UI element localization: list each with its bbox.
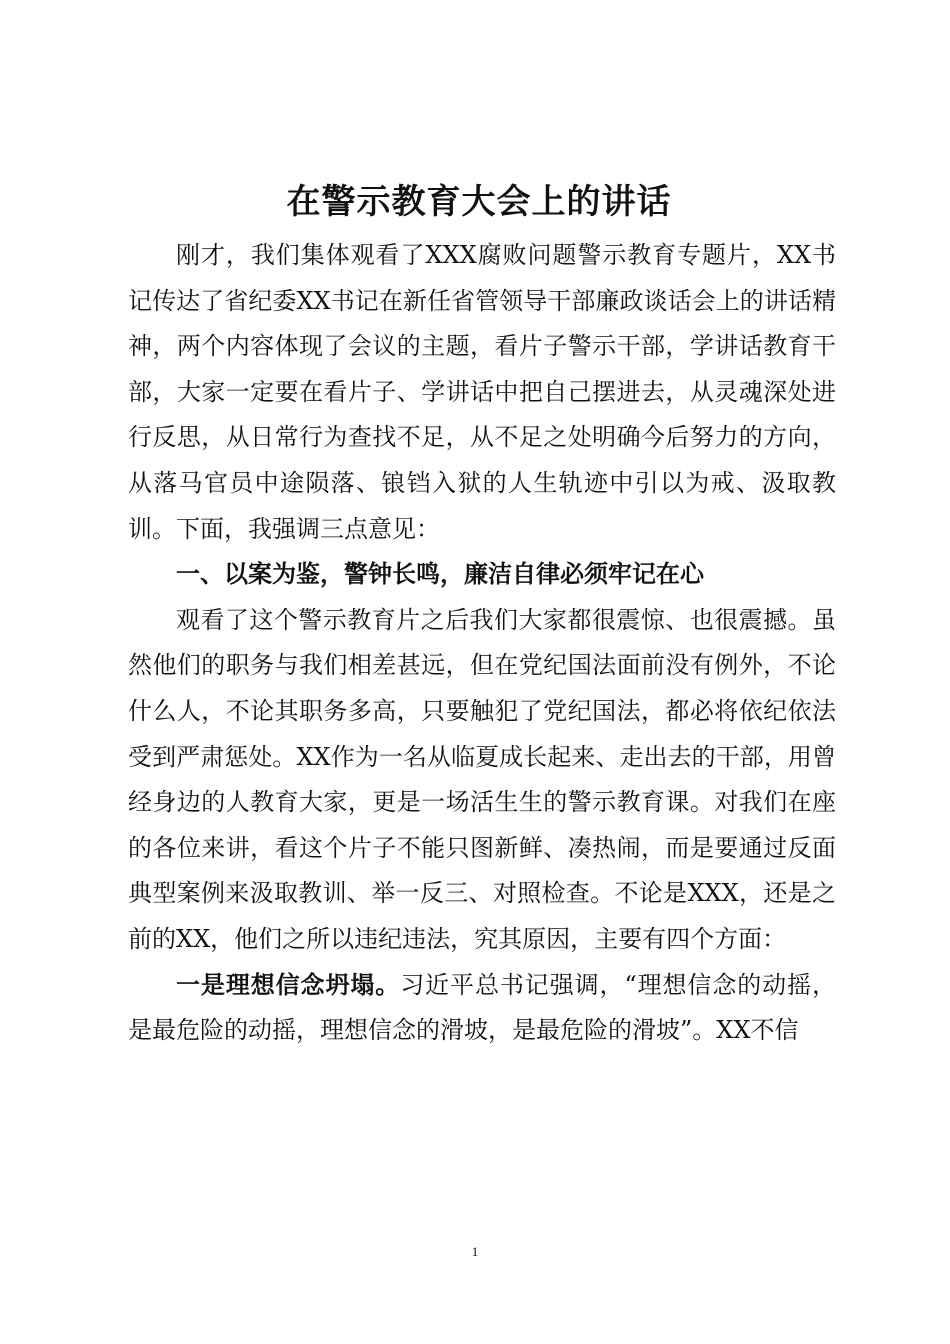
document-title: 在警示教育大会上的讲话: [286, 182, 672, 222]
paragraph-point-one: [128, 963, 836, 1054]
paragraph-intro: 刚才，我们集体观看了XXX腐败问题警示教育专题片，XX书记传达了省纪委XX书记在新任省管领导干部廉政谈话会上的讲话精神，两个内容体现了会议的主题，看片子警示干部，学讲话教育干部，大家一定要在看片子、学讲话中把自己摆进去，从灵魂深处进行反思，从日常行为查找不足，从不足之处明确今后努力的方向，从落马官员中途陨落、锒铛入狱的人生轨迹中引以为戒、汲取教训。下面，我强调三点意见：: [128, 241, 836, 543]
document-body: [128, 233, 836, 1054]
section-heading-1: 一、以案为鉴，警钟长鸣，廉洁自律必须牢记在心: [176, 560, 704, 589]
page-number: 1: [471, 1244, 479, 1259]
point-one-text: 习近平总书记强调，“理想信念的动摇，是最危险的动摇，理想信念的滑坡，是最危险的滑坡”。XX不信: [128, 970, 836, 1045]
point-one-lead: 一是理想信念坍塌。: [176, 970, 401, 999]
paragraph-case-analysis: 观看了这个警示教育片之后我们大家都很震惊、也很震撼。虽然他们的职务与我们相差甚远，但在党纪国法面前没有例外，不论什么人，不论其职务多高，只要触犯了党纪国法，都必将依纪依法受到严肃惩处。XX作为一名从临夏成长起来、走出去的干部，用曾经身边的人教育大家，更是一场活生生的警示教育课。对我们在座的各位来讲，看这个片子不能只图新鲜、凑热闹，而是要通过反面典型案例来汲取教训、举一反三、对照检查。不论是XXX，还是之前的XX，他们之所以违纪违法，究其原因，主要有四个方面：: [128, 605, 836, 953]
